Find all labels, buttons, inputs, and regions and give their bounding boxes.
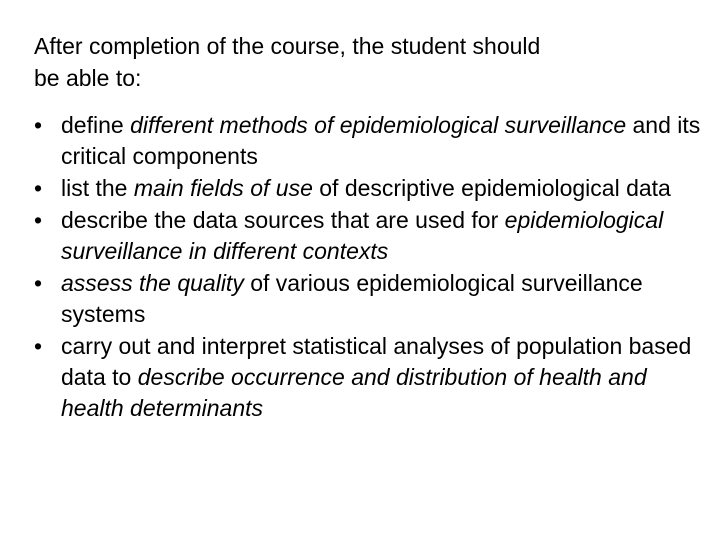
objective-emphasis: assess the quality [61, 270, 244, 296]
objective-item [34, 110, 704, 172]
objective-emphasis: epidemiological surveillance in different contexts [61, 207, 664, 264]
objective-item [34, 173, 704, 204]
objective-segment: define [61, 112, 131, 138]
objective-emphasis: describe occurrence and distribution of health and health determinants [61, 364, 647, 421]
objective-segment: of various epidemiological surveillance systems [61, 270, 643, 327]
objective-emphasis: main fields of use [133, 175, 313, 201]
objective-item [34, 331, 704, 424]
objective-item [34, 205, 704, 267]
objectives-list [34, 110, 704, 425]
intro-line-1: After completion of the course, the student should [34, 33, 541, 59]
bullet-icon: • [34, 270, 43, 296]
objective-emphasis: different methods of epidemiological surveillance [130, 112, 627, 138]
objective-segment: carry out and interpret statistical analyses of population based data to [61, 333, 692, 390]
bullet-icon: • [34, 333, 43, 359]
objective-segment: of descriptive epidemiological data [312, 175, 671, 201]
objective-segment: and its critical components [61, 112, 701, 169]
objective-segment: list the [61, 175, 134, 201]
objective-item [34, 268, 704, 330]
intro-text [34, 30, 694, 94]
bullet-icon: • [34, 207, 43, 233]
intro-line-2: be able to: [34, 65, 142, 91]
objective-segment: describe the data sources that are used for [61, 207, 505, 233]
bullet-icon: • [34, 112, 43, 138]
bullet-icon: • [34, 175, 43, 201]
